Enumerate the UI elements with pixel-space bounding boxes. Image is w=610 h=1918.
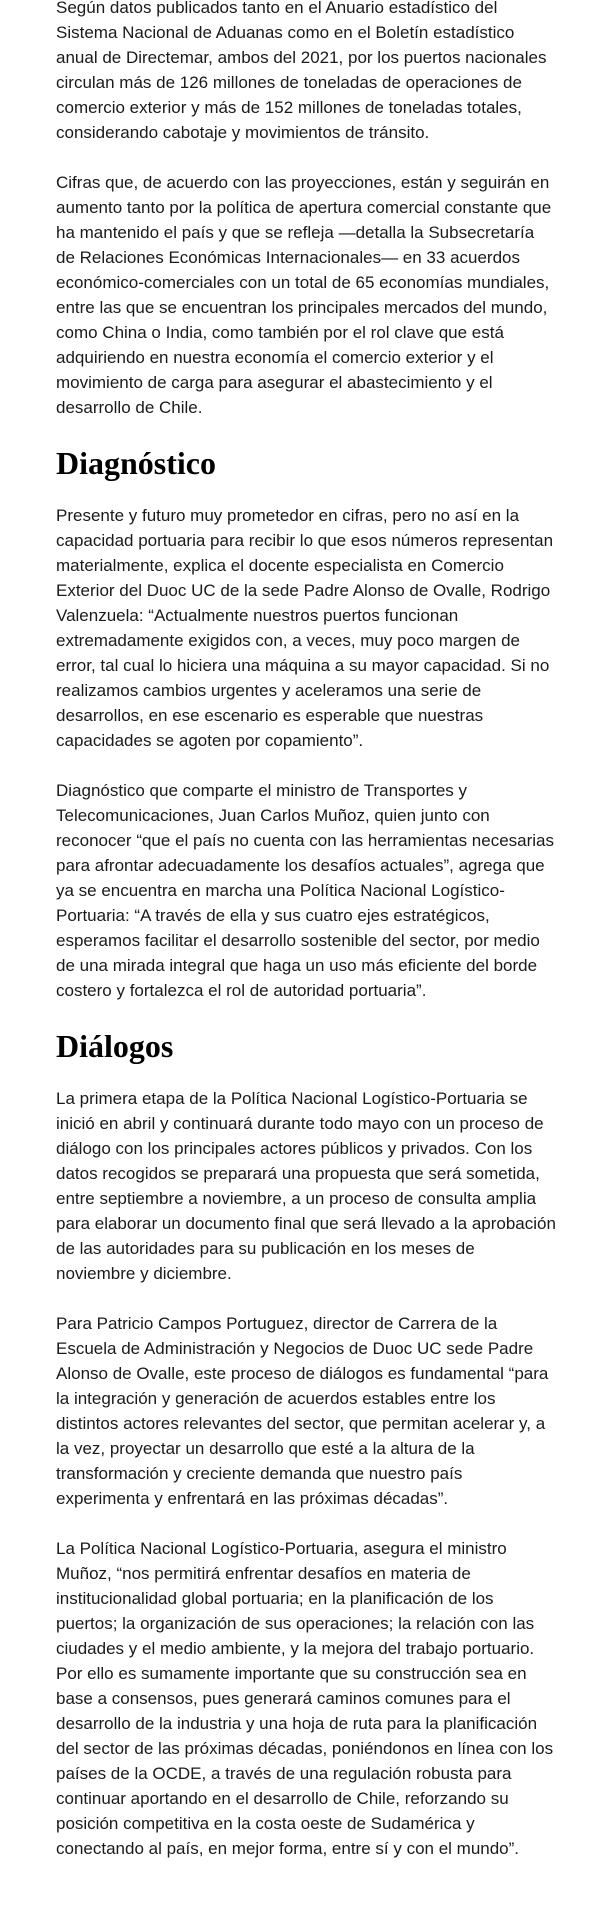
intro-paragraph-1: Según datos publicados tanto en el Anuario estadístico del Sistema Nacional de Aduanas como en el Boletín estadístico anual de Directemar, ambos del 2021, por los puertos nacionales circulan más de 126 millones de toneladas de operaciones de comercio exterior y más de 152 millones de toneladas totales, considerando cabotaje y movimientos de tránsito. [56,0,547,142]
diagnostico-paragraph-2: Diagnóstico que comparte el ministro de Transportes y Telecomunicaciones, Juan Carlos Muñoz, quien junto con reconocer “que el país no cuenta con las herramientas necesarias para afrontar adecuadamente los desafíos actuales”, agrega que ya se encuentra en marcha una Política Nacional Logístico-Portuaria: “A través de ella y sus cuatro ejes estratégicos, esperamos facilitar el desarrollo sostenible del sector, por medio de una mirada integral que haga un uso más eficiente del borde costero y fortalezca el rol de autoridad portuaria”. [56,781,555,1000]
heading-dialogos: Diálogos [56,1028,174,1064]
dialogos-paragraph-1: La primera etapa de la Política Nacional Logístico-Portuaria se inició en abril y continuará durante todo mayo con un proceso de diálogo con los principales actores públicos y privados. Con los datos recogidos se preparará una propuesta que será sometida, entre septiembre a noviembre, a un proceso de consulta amplia para elaborar un documento final que será llevado a la aprobación de las autoridades para su publicación en los meses de noviembre y diciembre. [56,1089,556,1283]
diagnostico-paragraph-1: Presente y futuro muy prometedor en cifras, pero no así en la capacidad portuaria para recibir lo que esos números representan materialmente, explica el docente especialista en Comercio Exterior del Duoc UC de la sede Padre Alonso de Ovalle, Rodrigo Valenzuela: “Actualmente nuestros puertos funcionan extremadamente exigidos con, a veces, muy poco margen de error, tal cual lo hiciera una máquina a su mayor capacidad. Si no realizamos cambios urgentes y aceleramos una serie de desarrollos, en ese escenario es esperable que nuestras capacidades se agoten por copamiento”. [56,506,554,750]
intro-paragraph-2: Cifras que, de acuerdo con las proyecciones, están y seguirán en aumento tanto por la política de apertura comercial constante que ha mantenido el país y que se refleja —detalla la Subsecretaría de Relaciones Económicas Internacionales— en 33 acuerdos económico-comerciales con un total de 65 economías mundiales, entre las que se encuentran los principales mercados del mundo, como China o India, como también por el rol clave que está adquiriendo en nuestra economía el comercio exterior y el movimiento de carga para asegurar el abastecimiento y el desarrollo de Chile. [56,173,552,417]
heading-diagnostico: Diagnóstico [56,445,216,481]
dialogos-paragraph-2: Para Patricio Campos Portuguez, director de Carrera de la Escuela de Administración y Negocios de Duoc UC sede Padre Alonso de Ovalle, este proceso de diálogos es fundamental “para la integración y generación de acuerdos estables entre los distintos actores relevantes del sector, que permitan acelerar y, a la vez, proyectar un desarrollo que esté a la altura de la transformación y creciente demanda que nuestro país experimenta y enfrentará en las próximas décadas”. [56,1314,549,1508]
article-body [56,0,556,1886]
dialogos-paragraph-3: La Política Nacional Logístico-Portuaria, asegura el ministro Muñoz, “nos permitirá enfrentar desafíos en materia de institucionalidad global portuaria; en la planificación de los puertos; la organización de sus operaciones; la relación con las ciudades y el medio ambiente, y la mejora del trabajo portuario. Por ello es sumamente importante que su construcción sea en base a consensos, pues generará caminos comunes para el desarrollo de la industria y una hoja de ruta para la planificación del sector de las próximas décadas, poniéndonos en línea con los países de la OCDE, a través de una regulación robusta para continuar aportando en el desarrollo de Chile, reforzando su posición competitiva en la costa oeste de Sudamérica y conectando al país, en mejor forma, entre sí y con el mundo”. [56,1539,554,1858]
